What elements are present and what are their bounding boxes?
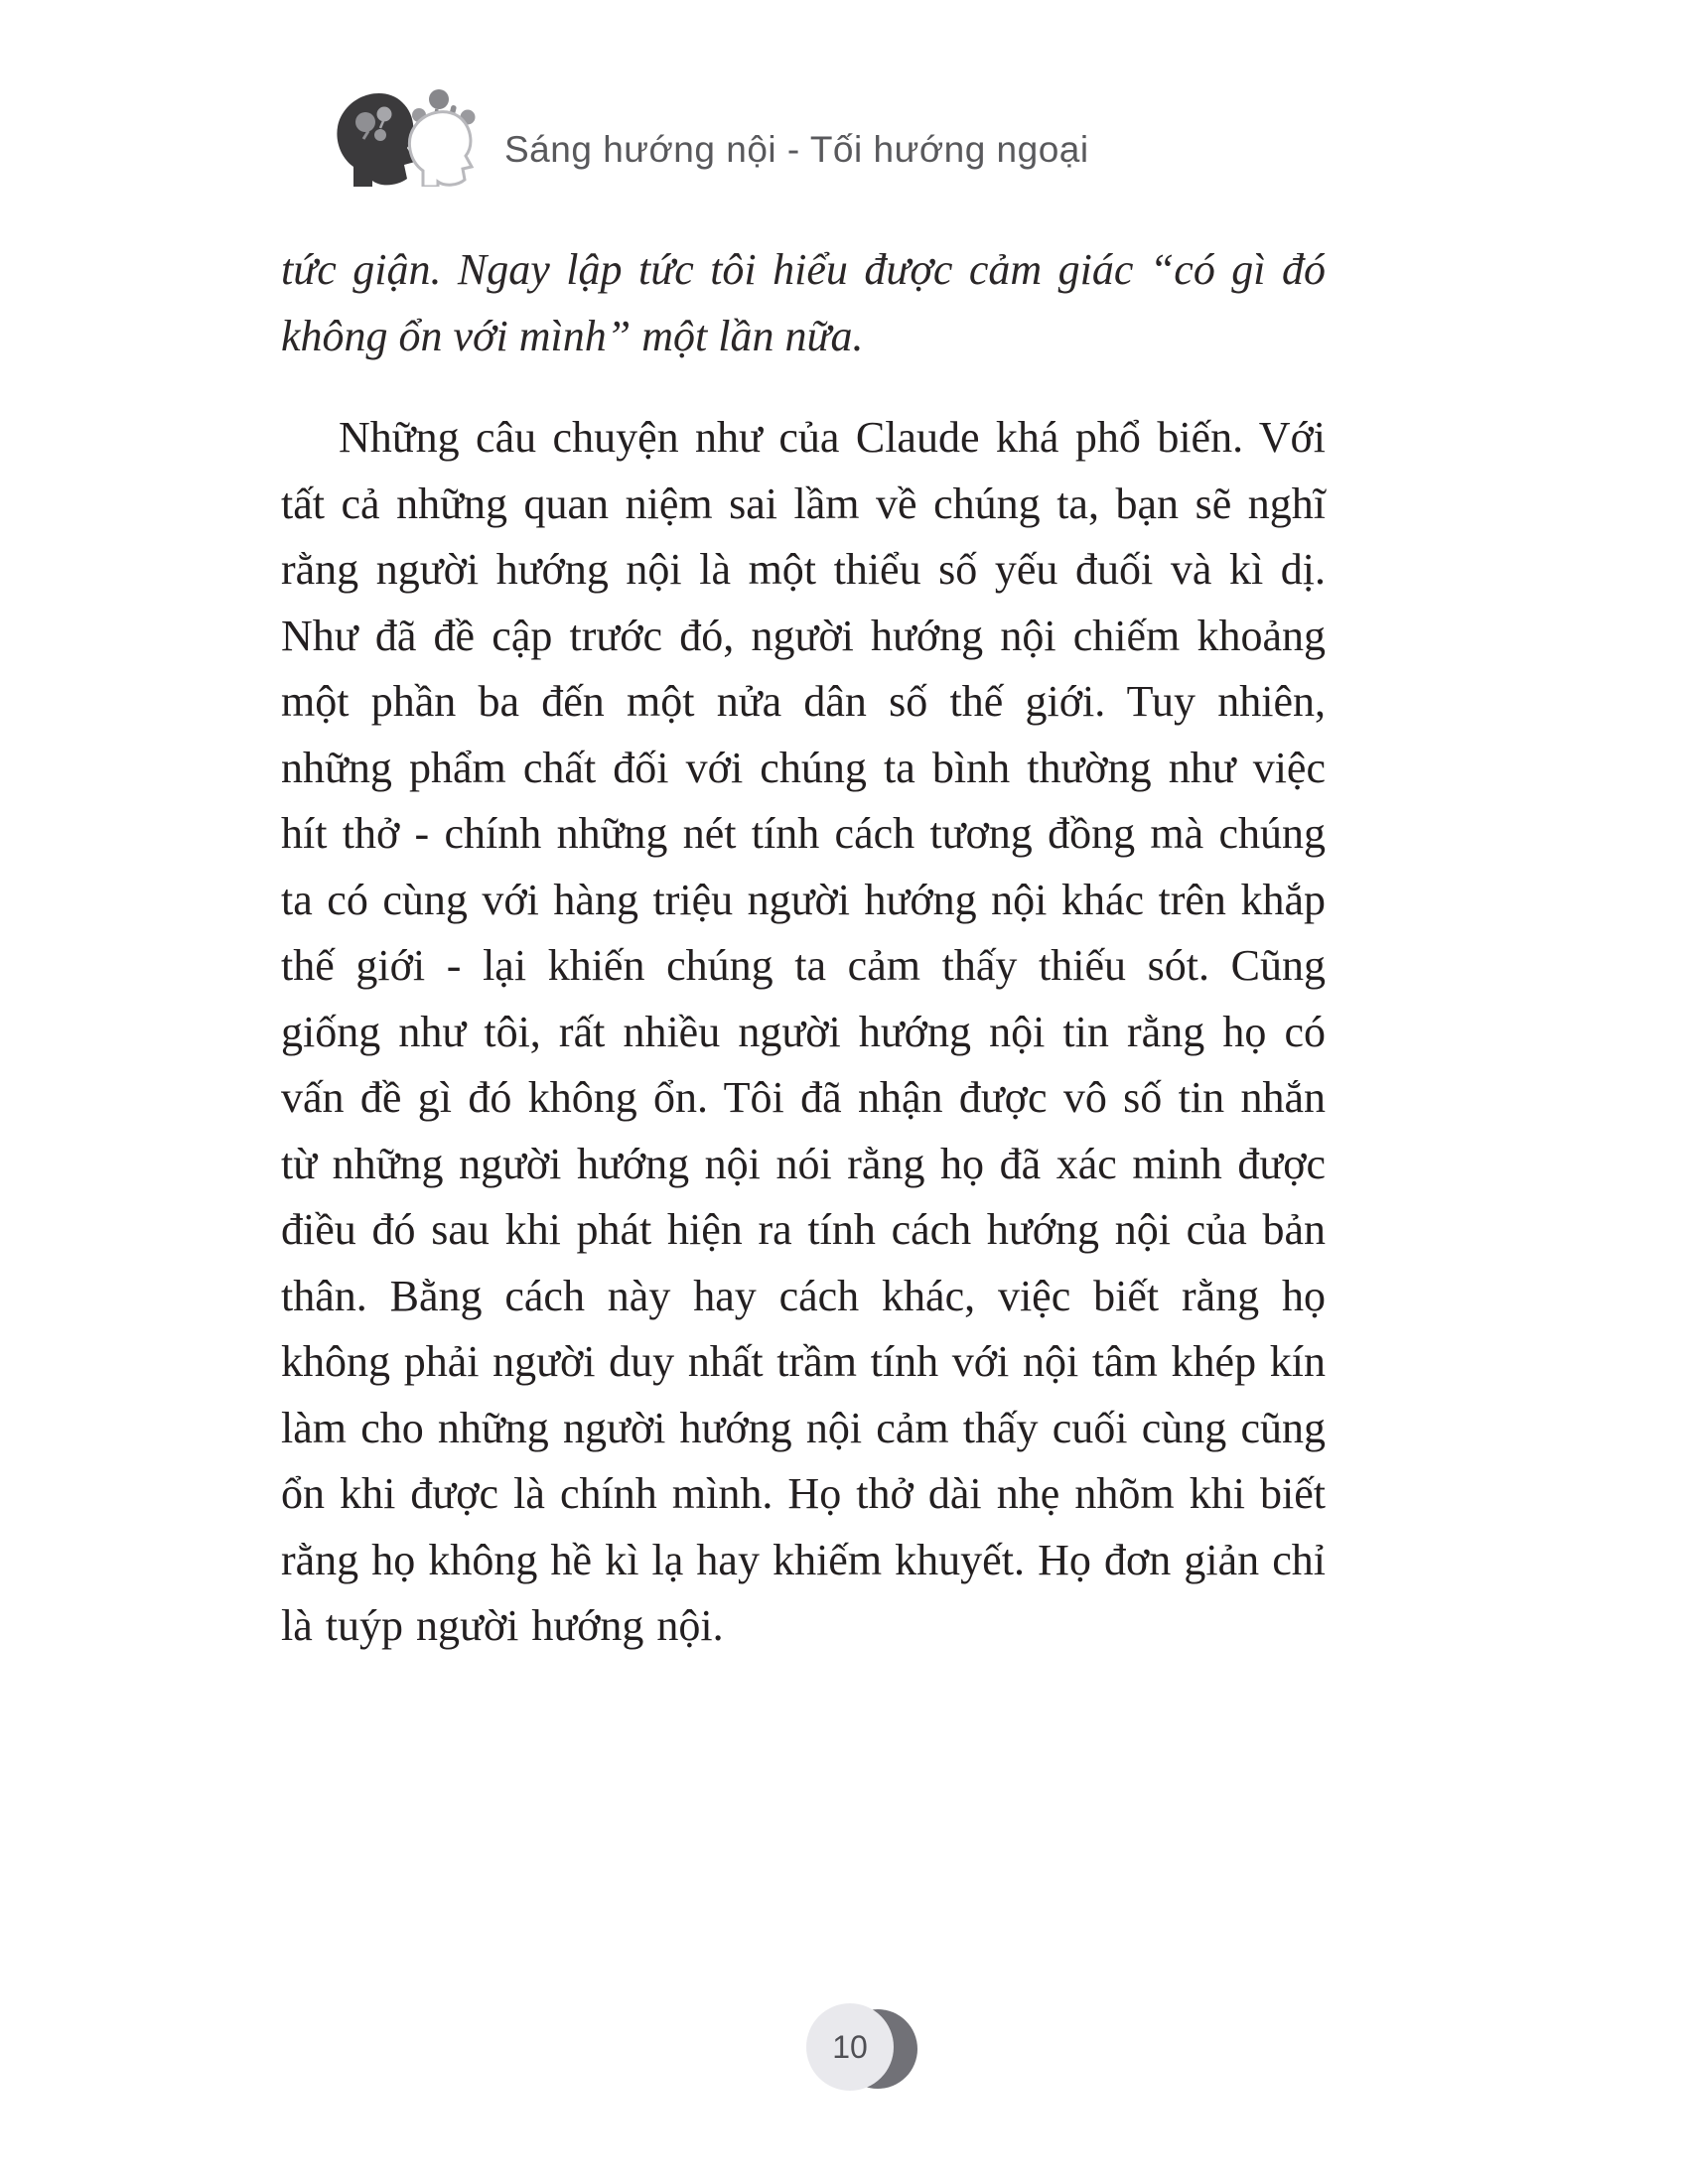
body-paragraph: Những câu chuyện như của Claude khá phổ biến. Với tất cả những quan niệm sai lầm về chúng ta, bạn sẽ nghĩ rằng người hướng nội là một thiểu số yếu đuối và kì dị. Như đã đề cập trước đó, người hướng nội chiếm khoảng một phần ba đến một nửa dân số thế giới. Tuy nhiên, những phẩm chất đối với chúng ta bình thường như việc hít thở - chính những nét tính cách tương đồng mà chúng ta có cùng với hàng triệu người hướng nội khác trên khắp thế giới - lại khiến chúng ta cảm thấy thiếu sót. Cũng giống như tôi, rất nhiều người hướng nội tin rằng họ có vấn đề gì đó không ổn. Tôi đã nhận được vô số tin nhắn từ những người hướng nội nói rằng họ đã xác minh được điều đó sau khi phát hiện ra tính cách hướng nội của bản thân. Bằng cách này hay cách khác, việc biết rằng họ không phải người duy nhất trầm tính với nội tâm khép kín làm cho những người hướng nội cảm thấy cuối cùng cũng ổn khi được là chính mình. Họ thở dài nhẹ nhõm khi biết rằng họ không hề kì lạ hay khiếm khuyết. Họ đơn giản chỉ là tuýp người hướng nội. <box>281 413 1326 1650</box>
text-column <box>281 236 1326 1660</box>
page-number-badge <box>806 2003 925 2095</box>
introvert-extrovert-heads-icon <box>328 87 479 187</box>
page-number: 10 <box>832 2028 868 2065</box>
lead-italic-paragraph: tức giận. Ngay lập tức tôi hiểu được cảm giác “có gì đó không ổn với mình” một lần nữa. <box>281 245 1326 360</box>
page-badge-light-circle <box>806 2003 894 2091</box>
running-header <box>328 87 1089 187</box>
running-header-title: Sáng hướng nội - Tối hướng ngoại <box>504 129 1089 170</box>
